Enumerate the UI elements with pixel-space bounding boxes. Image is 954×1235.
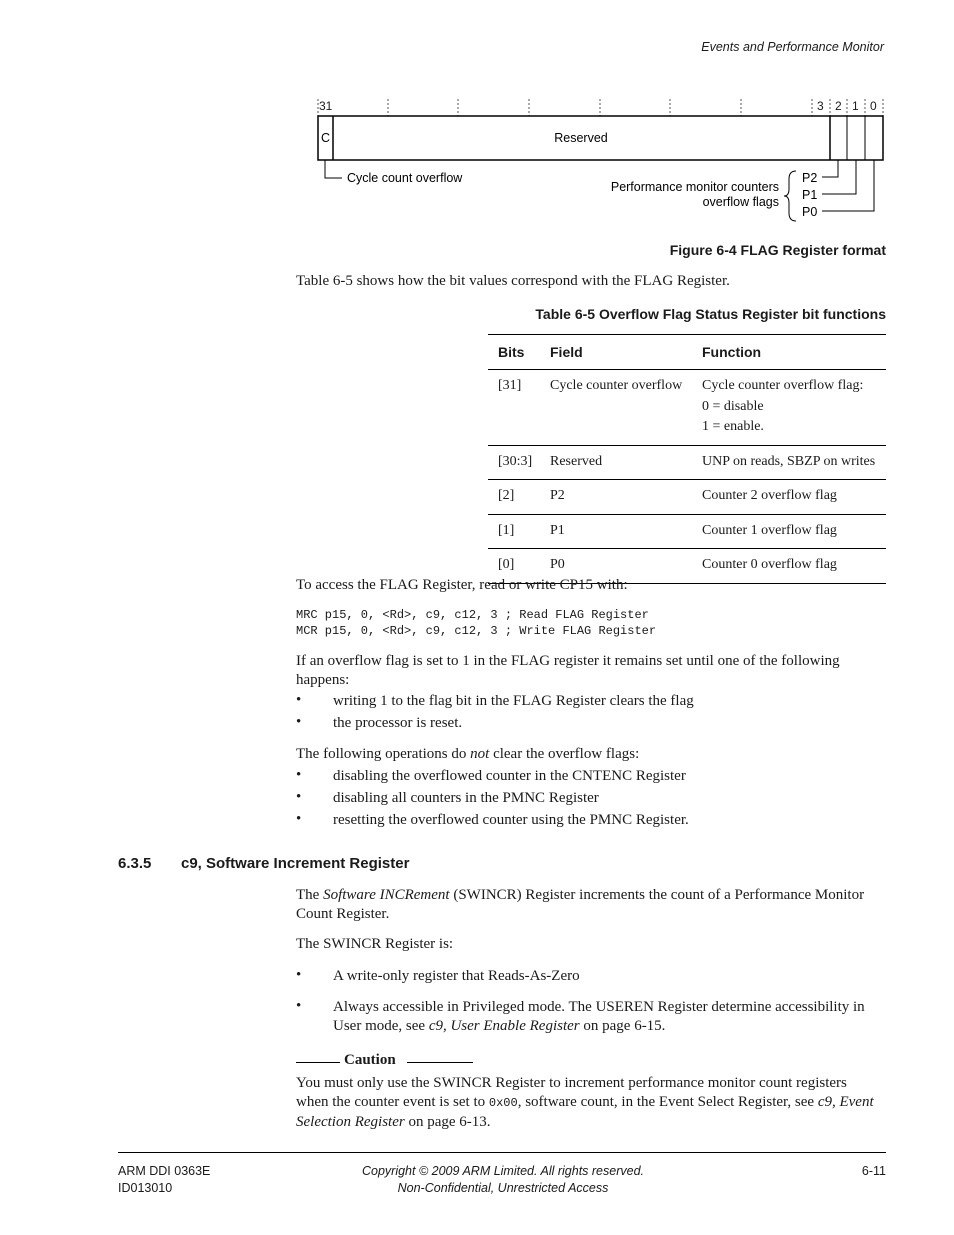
text-run: The (296, 887, 324, 903)
function-line: Cycle counter overflow flag: (702, 378, 864, 393)
bullet-marker: • (296, 714, 302, 730)
function-line: 0 = disable (702, 398, 764, 414)
table-header-row (488, 335, 886, 370)
copyright: Copyright © 2009 ARM Limited. All rights reserved. (361, 1164, 644, 1178)
bit-label-1: 1 (852, 99, 859, 113)
cell-function: Counter 0 overflow flag (692, 549, 886, 584)
cell-bits: [1] (488, 514, 540, 549)
list-item-line: Always accessible in Privileged mode. The USEREN Register determine accessibility in (333, 999, 865, 1015)
bullet-marker: • (296, 811, 302, 827)
cross-reference: Selection Register (296, 1114, 405, 1130)
caution-line (296, 1093, 896, 1113)
intro-paragraph: Table 6-5 shows how the bit values correspond with the FLAG Register. (296, 273, 730, 289)
caution-rule-right (407, 1062, 473, 1063)
swincr-line (296, 886, 896, 905)
emphasis-term: Software INCRement (323, 887, 450, 903)
caution-heading (296, 1052, 476, 1071)
bit-functions-table (488, 334, 886, 584)
bit-label-3: 3 (817, 99, 824, 113)
caution-line: You must only use the SWINCR Register to increment performance monitor count registers (296, 1075, 847, 1091)
cross-reference: c9, Event (817, 1094, 874, 1110)
text-run: The following operations do (296, 746, 471, 762)
cell-field: Cycle counter overflow (540, 370, 692, 446)
bullet-marker: • (296, 967, 302, 983)
section-title: c9, Software Increment Register (181, 855, 410, 872)
label-cycle-count-overflow: Cycle count overflow (347, 171, 463, 185)
table-row (488, 480, 886, 515)
list-item: resetting the overflowed counter using the PMNC Register. (333, 812, 689, 828)
cell-field: P2 (540, 480, 692, 515)
page-number: 6-11 (861, 1164, 886, 1178)
code-block (296, 607, 656, 639)
text-run: , software count, in the Event Select Register, see (517, 1094, 818, 1110)
inline-code: 0x00 (488, 1096, 518, 1110)
overflow-paragraph-line: happens: (296, 672, 350, 688)
list-item: writing 1 to the flag bit in the FLAG Register clears the flag (333, 693, 694, 709)
code-line: MCR p15, 0, <Rd>, c9, c12, 3 ; Write FLAG Register (296, 624, 657, 638)
caution-title: Caution (344, 1052, 396, 1068)
overflow-paragraph (296, 652, 840, 690)
flag-register-diagram (300, 95, 900, 230)
swincr-paragraph (296, 886, 896, 924)
cell-bits: [2] (488, 480, 540, 515)
cross-reference: c9, User Enable Register (428, 1018, 580, 1034)
list-item-line (333, 1017, 893, 1036)
bit-label-31: 31 (319, 99, 333, 113)
table-row (488, 370, 886, 446)
header-field: Field (540, 335, 692, 370)
list-item: the processor is reset. (333, 715, 463, 731)
swincr-line: Count Register. (296, 906, 390, 922)
bullet-marker: • (296, 692, 302, 708)
cell-function (692, 370, 886, 446)
emphasis-not: not (470, 746, 490, 762)
caution-line (296, 1113, 896, 1132)
text-run: on page 6-15. (579, 1018, 666, 1034)
doc-id: ARM DDI 0363E (118, 1164, 211, 1178)
label-pm-counters-2: overflow flags (702, 195, 779, 209)
label-pm-counters-1: Performance monitor counters (610, 180, 779, 194)
bullet-marker: • (296, 767, 302, 783)
field-c: C (321, 131, 331, 145)
list-item: disabling all counters in the PMNC Register (333, 790, 599, 806)
cell-bits: [30:3] (488, 445, 540, 480)
footer-center (0, 1163, 954, 1197)
access-paragraph: To access the FLAG Register, read or write CP15 with: (296, 577, 628, 593)
section-heading (118, 855, 409, 872)
table-caption: Table 6-5 Overflow Flag Status Register bit functions (535, 306, 886, 322)
access-notice: Non-Confidential, Unrestricted Access (397, 1181, 609, 1195)
cell-field: P0 (540, 549, 692, 584)
not-clear-paragraph (296, 745, 639, 764)
caution-rule-left (296, 1062, 340, 1063)
bit-label-2: 2 (835, 99, 842, 113)
text-run: User mode, see (333, 1018, 429, 1034)
running-header: Events and Performance Monitor (701, 40, 884, 54)
issue-id: ID013010 (118, 1181, 173, 1195)
cell-function: UNP on reads, SBZP on writes (692, 445, 886, 480)
section-number: 6.3.5 (118, 855, 152, 872)
table-row (488, 514, 886, 549)
list-item: disabling the overflowed counter in the CNTENC Register (333, 768, 686, 784)
bullet-marker: • (296, 789, 302, 805)
table-row (488, 445, 886, 480)
footer-rule (118, 1152, 886, 1153)
field-reserved: Reserved (554, 131, 608, 145)
bit-label-0: 0 (870, 99, 877, 113)
label-p0: P0 (802, 205, 818, 219)
cell-bits: [31] (488, 370, 540, 446)
label-p2: P2 (802, 171, 818, 185)
text-run: (SWINCR) Register increments the count of a Performance Monitor (449, 887, 865, 903)
list-item: A write-only register that Reads-As-Zero (333, 968, 580, 984)
header-function: Function (692, 335, 886, 370)
header-bits: Bits (488, 335, 540, 370)
cell-function: Counter 2 overflow flag (692, 480, 886, 515)
function-line: 1 = enable. (702, 419, 764, 434)
bullet-marker: • (296, 998, 302, 1014)
figure-caption: Figure 6-4 FLAG Register format (669, 242, 886, 258)
list-item (333, 998, 893, 1036)
caution-paragraph (296, 1074, 896, 1132)
cell-field: P1 (540, 514, 692, 549)
code-line: MRC p15, 0, <Rd>, c9, c12, 3 ; Read FLAG Register (296, 608, 649, 622)
text-run: clear the overflow flags: (489, 746, 640, 762)
overflow-paragraph-line: If an overflow flag is set to 1 in the FLAG register it remains set until one of the following (296, 653, 840, 669)
text-run: when the counter event is set to (296, 1094, 489, 1110)
swincr-is-paragraph: The SWINCR Register is: (296, 936, 454, 952)
text-run: on page 6-13. (404, 1114, 491, 1130)
cell-field: Reserved (540, 445, 692, 480)
label-p1: P1 (802, 188, 818, 202)
cell-function: Counter 1 overflow flag (692, 514, 886, 549)
cell-bits: [0] (488, 549, 540, 584)
